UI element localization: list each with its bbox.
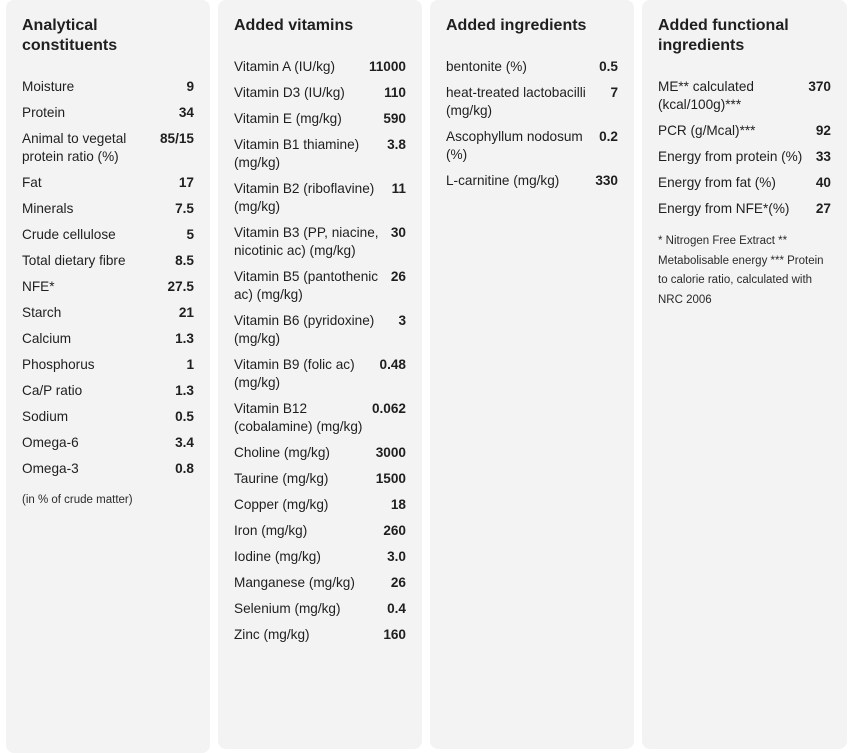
list-item [658,148,831,166]
item-label: Iron (mg/kg) [234,523,308,538]
item-label: Omega-3 [22,461,79,476]
list-item [446,128,618,164]
item-value: 0.5 [175,409,194,424]
list-item [22,226,194,244]
item-label: Vitamin B12 (cobalamine) (mg/kg) [234,401,363,434]
item-label: Vitamin B1 thiamine) (mg/kg) [234,137,360,170]
item-label: Ascophyllum nodosum (%) [446,129,583,162]
added-ingredients-card [430,0,634,749]
item-label: Vitamin D3 (IU/kg) [234,85,345,100]
analytical-constituents-card [6,0,210,753]
list-item [234,600,406,618]
list-item [22,174,194,192]
item-label: Taurine (mg/kg) [234,471,329,486]
item-value: 8.5 [175,253,194,268]
item-label: Ca/P ratio [22,383,83,398]
analytical-constituents-title: Analytical constituents [22,17,118,54]
item-value: 0.062 [371,401,406,416]
added-functional-ingredients-list [658,78,831,218]
list-item [446,58,618,76]
item-label: Zinc (mg/kg) [234,627,310,642]
item-label: Copper (mg/kg) [234,497,329,512]
added-vitamins-card [218,0,422,749]
item-value: 0.4 [387,601,406,616]
added-functional-ingredients-card [642,0,847,749]
item-label: Starch [22,305,62,320]
added-functional-ingredients-title: Added functional ingredients [658,17,789,54]
item-value: 85/15 [159,131,194,146]
analytical-note: (in % of crude matter) [22,494,133,506]
functional-footnote: * Nitrogen Free Extract ** Metabolisable energy *** Protein to calorie ratio, calculated with NRC 2006 [658,235,824,306]
item-value: 27.5 [167,279,194,294]
list-item [658,200,831,218]
list-item [234,224,406,260]
item-value: 3.0 [387,549,406,564]
item-label: Energy from NFE*(%) [658,201,790,216]
item-value: 0.8 [175,461,194,476]
list-item [234,268,406,304]
item-label: Energy from fat (%) [658,175,776,190]
item-label: Omega-6 [22,435,79,450]
item-value: 92 [815,123,831,138]
item-label: Sodium [22,409,69,424]
added-ingredients-title: Added ingredients [446,17,587,34]
item-label: Phosphorus [22,357,95,372]
list-item [22,460,194,478]
item-value: 9 [186,79,194,94]
added-vitamins-list [234,58,406,644]
list-item [446,84,618,120]
item-value: 11 [391,181,406,196]
list-item [22,304,194,322]
list-item [22,200,194,218]
list-item [22,252,194,270]
list-item [446,172,618,190]
list-item [22,130,194,166]
item-label: Vitamin B6 (pyridoxine) (mg/kg) [234,313,375,346]
item-value: 260 [383,523,406,538]
list-item [22,104,194,122]
item-value: 110 [384,85,406,100]
list-item [234,180,406,216]
item-label: Manganese (mg/kg) [234,575,355,590]
item-value: 3.4 [175,435,194,450]
item-label: Vitamin B3 (PP, niacine, nicotinic ac) (mg/kg) [234,225,379,258]
item-label: bentonite (%) [446,59,527,74]
item-value: 1.3 [175,331,194,346]
list-item [234,496,406,514]
list-item [234,110,406,128]
item-label: Vitamin B2 (riboflavine) (mg/kg) [234,181,375,214]
list-item [234,58,406,76]
list-item [22,330,194,348]
list-item [234,400,406,436]
list-item [22,408,194,426]
item-value: 40 [815,175,831,190]
item-label: PCR (g/Mcal)*** [658,123,756,138]
item-label: Animal to vegetal protein ratio (%) [22,131,127,164]
item-value: 7 [610,85,618,100]
list-item [234,356,406,392]
item-label: Vitamin B5 (pantothenic ac) (mg/kg) [234,269,379,302]
item-value: 26 [390,269,406,284]
item-value: 34 [178,105,194,120]
list-item [658,78,831,114]
item-value: 3 [398,313,406,328]
item-value: 1.3 [175,383,194,398]
analytical-constituents-list [22,78,194,478]
item-label: L-carnitine (mg/kg) [446,173,560,188]
item-label: Iodine (mg/kg) [234,549,321,564]
item-label: Minerals [22,201,74,216]
item-value: 1 [186,357,194,372]
item-value: 590 [383,111,406,126]
item-label: NFE* [22,279,55,294]
item-label: Protein [22,105,66,120]
item-label: Vitamin A (IU/kg) [234,59,335,74]
item-value: 0.48 [379,357,406,372]
item-value: 7.5 [175,201,194,216]
list-item [22,78,194,96]
list-item [234,522,406,540]
item-value: 30 [390,225,406,240]
item-value: 17 [178,175,194,190]
item-value: 33 [815,149,831,164]
item-label: Total dietary fibre [22,253,126,268]
item-label: Calcium [22,331,72,346]
item-value: 370 [808,79,831,94]
list-item [234,444,406,462]
item-value: 160 [383,627,406,642]
item-label: Vitamin E (mg/kg) [234,111,342,126]
item-label: Moisture [22,79,75,94]
item-value: 3000 [375,445,406,460]
list-item [234,312,406,348]
added-vitamins-title: Added vitamins [234,17,354,34]
item-label: Vitamin B9 (folic ac) (mg/kg) [234,357,355,390]
item-value: 1500 [375,471,406,486]
item-label: heat-treated lactobacilli (mg/kg) [446,85,586,118]
list-item [658,174,831,192]
item-label: ME** calculated (kcal/100g)*** [658,79,754,112]
list-item [234,574,406,592]
list-item [658,122,831,140]
item-value: 0.2 [599,129,618,144]
item-value: 5 [186,227,194,242]
item-value: 11000 [368,59,406,74]
list-item [22,434,194,452]
item-value: 21 [178,305,194,320]
item-label: Fat [22,175,42,190]
item-label: Crude cellulose [22,227,116,242]
list-item [22,382,194,400]
item-label: Energy from protein (%) [658,149,803,164]
item-value: 3.8 [387,137,406,152]
list-item [22,356,194,374]
list-item [234,470,406,488]
item-label: Choline (mg/kg) [234,445,330,460]
item-value: 0.5 [599,59,618,74]
item-value: 26 [390,575,406,590]
item-value: 330 [595,173,618,188]
list-item [234,548,406,566]
item-label: Selenium (mg/kg) [234,601,341,616]
item-value: 18 [390,497,406,512]
item-value: 27 [815,201,831,216]
list-item [234,84,406,102]
added-ingredients-list [446,58,618,190]
list-item [234,626,406,644]
list-item [22,278,194,296]
list-item [234,136,406,172]
